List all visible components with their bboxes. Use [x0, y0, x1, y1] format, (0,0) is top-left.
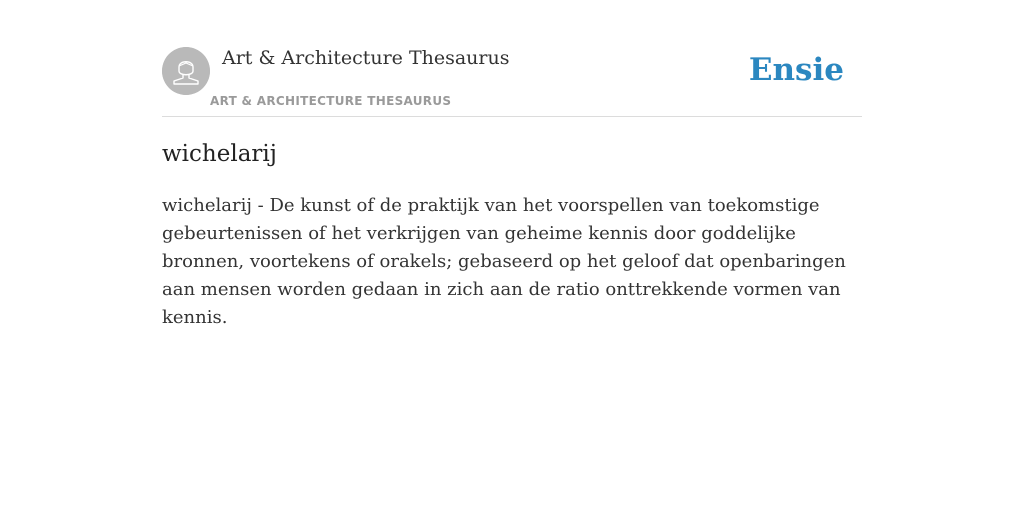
- author-name[interactable]: Art & Architecture Thesaurus: [222, 47, 510, 69]
- page-header: [162, 0, 862, 117]
- entry-definition: wichelarij - De kunst of de praktijk van het voorspellen van toekomstige gebeurtenissen of het verkrijgen van geheime kennis door goddelijke bronnen, voortekens of orakels; gebaseerd op het geloof dat openbaringen aan mensen worden gedaan in zich aan de ratio onttrekkende vormen van kennis.: [162, 195, 846, 328]
- author-avatar[interactable]: [162, 47, 210, 95]
- ensie-logo[interactable]: Ensie: [748, 52, 844, 88]
- entry-term: wichelarij: [162, 141, 277, 167]
- author-subtitle[interactable]: ART & ARCHITECTURE THESAURUS: [210, 94, 452, 108]
- user-icon: [162, 47, 210, 95]
